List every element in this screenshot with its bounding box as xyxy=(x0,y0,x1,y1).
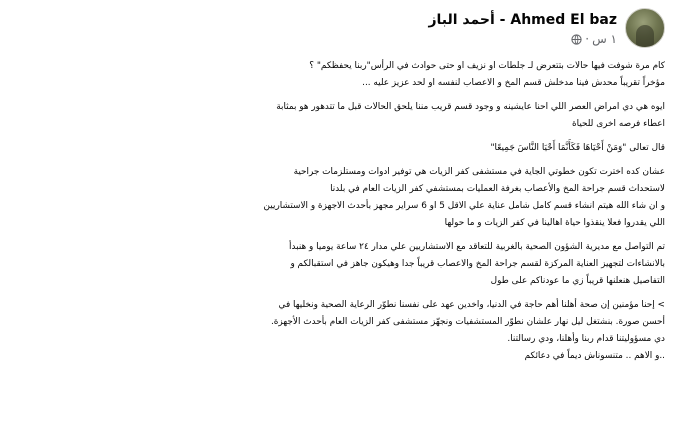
post-text-line: لاستحداث قسم جراحة المخ والأعصاب بغرفة العمليات بمستشفي كفر الزيات العام في بلدنا xyxy=(330,184,665,194)
post-paragraph xyxy=(10,140,665,157)
post-text-line: عشان كده اخترت تكون خطوتي الجاية في مستشفى كفر الزيات هي توفير ادوات ومستلزمات جراحية xyxy=(293,167,665,177)
author-avatar[interactable] xyxy=(625,8,665,48)
post-body xyxy=(10,58,665,365)
post-subline xyxy=(428,31,617,47)
post-text-line: اللي يقدروا فعلا ينقذوا حياة اهالينا في كفر الزيات و ما حولها xyxy=(444,218,665,228)
post-paragraph xyxy=(10,58,665,92)
globe-icon[interactable] xyxy=(571,34,582,45)
post-text-line: اعطاء فرصه اخرى للحياة xyxy=(571,119,665,129)
post-text-line: أحسن صورة. بنشتغل ليل نهار علشان نطوّر المستشفيات ونجهّز مستشفى كفر الزيات العام بأحدث الأجهزة. xyxy=(270,317,665,327)
post-text-line: ايوه هي دي امراض العصر اللي احنا عايشينه و وجود قسم قريب مننا يلحق الحالات قبل ما تتدهور هو بمثابة xyxy=(276,102,665,112)
post-text-line: بالانشاءات لتجهيز العناية المركزة لقسم جراحة المخ والاعصاب قريباً جدا وهيكون جاهز في استقبالكم و xyxy=(290,259,665,269)
post-text-line: تم التواصل مع مديرية الشؤون الصحية بالغربية للتعاقد مع الاستشاريين علي مدار ٢٤ ساعة يوميا و هنبدأ xyxy=(289,242,665,252)
post-text-line: و ان شاء الله هيتم انشاء قسم كامل شامل عناية علي الاقل 5 او 6 سراير مجهز بأحدث الاجهزة و الاستشاريين xyxy=(263,201,665,211)
post-text-line: دي مسؤوليتنا قدام ربنا وأهلنا، ودي رسالتنا. xyxy=(507,334,665,344)
post-text-line: قال تعالى "وَمَنْ أَحْيَاهَا فَكَأَنَّمَا أَحْيَا النَّاسَ جَمِيعًا" xyxy=(490,143,665,153)
author-name[interactable]: أحمد الباز - Ahmed El baz xyxy=(428,12,617,28)
post-header xyxy=(10,8,665,54)
post-paragraph xyxy=(10,297,665,365)
post-text-line: > إحنا مؤمنين إن صحة أهلنا أهم حاجة في الدنيا، واخدين عهد على نفسنا نطوّر الرعاية الصحية ونخليها في xyxy=(278,300,665,310)
post-meta xyxy=(428,8,617,47)
post-time[interactable]: ١ س xyxy=(592,32,617,46)
post-text-line: كام مرة شوفت فيها حالات بتتعرض لـ جلطات او نزيف او حتى حوادث في الرأس"ربنا يحفظكم" ؟ xyxy=(309,61,665,71)
separator-dot: · xyxy=(585,32,590,46)
post-paragraph xyxy=(10,239,665,290)
post-text-line: مؤخراً تقريباً محدش فينا مدخلش قسم المخ و الاعصاب لنفسه او لحد عزيز عليه ... xyxy=(362,78,665,88)
post-paragraph xyxy=(10,99,665,133)
post-paragraph xyxy=(10,164,665,232)
post-text-line: ..و الاهم .. متنسوناش ديماً في دعائكم xyxy=(524,351,665,361)
post-text-line: التفاصيل هنعلنها قريباً زي ما عودناكم على طول xyxy=(490,276,665,286)
